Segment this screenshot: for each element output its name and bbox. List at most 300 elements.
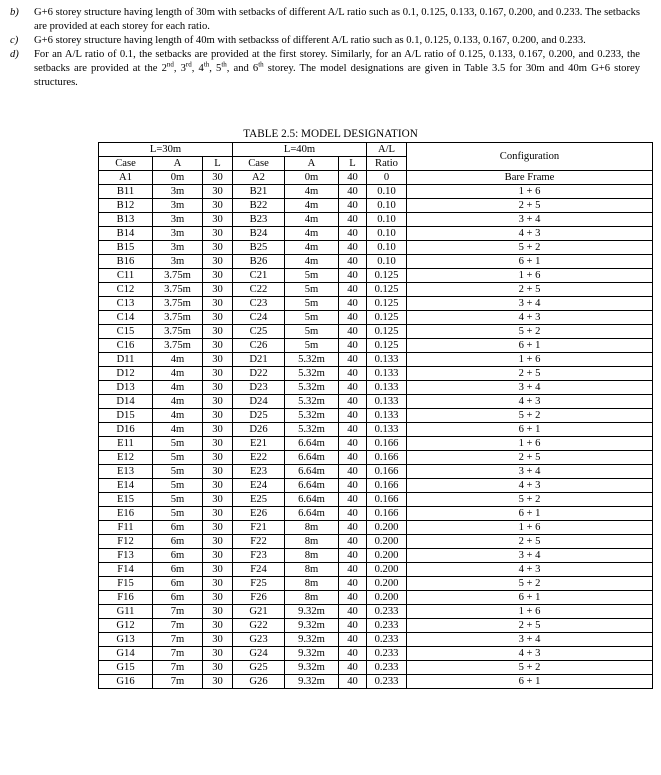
table-row bbox=[99, 171, 653, 185]
cell-configuration: 5 + 2 bbox=[407, 409, 653, 423]
cell-a-30: 6m bbox=[153, 563, 203, 577]
cell-l-30: 30 bbox=[203, 381, 233, 395]
cell-l-30: 30 bbox=[203, 605, 233, 619]
cell-l-40: 40 bbox=[339, 241, 367, 255]
cell-a-30: 3m bbox=[153, 213, 203, 227]
cell-case-30: B13 bbox=[99, 213, 153, 227]
cell-a-40: 5.32m bbox=[285, 409, 339, 423]
cell-a-40: 8m bbox=[285, 549, 339, 563]
cell-a-30: 3.75m bbox=[153, 269, 203, 283]
cell-case-30: B12 bbox=[99, 199, 153, 213]
cell-configuration: 6 + 1 bbox=[407, 339, 653, 353]
cell-a-40: 8m bbox=[285, 563, 339, 577]
table-row bbox=[99, 409, 653, 423]
cell-a-30: 6m bbox=[153, 591, 203, 605]
cell-l-40: 40 bbox=[339, 619, 367, 633]
cell-al-ratio: 0.10 bbox=[367, 255, 407, 269]
model-designation-table bbox=[98, 142, 653, 689]
cell-al-ratio: 0.200 bbox=[367, 591, 407, 605]
cell-case-40: G26 bbox=[233, 675, 285, 689]
cell-a-40: 9.32m bbox=[285, 647, 339, 661]
cell-case-30: G14 bbox=[99, 647, 153, 661]
cell-l-30: 30 bbox=[203, 339, 233, 353]
cell-a-40: 6.64m bbox=[285, 479, 339, 493]
cell-l-30: 30 bbox=[203, 535, 233, 549]
cell-a-30: 3m bbox=[153, 255, 203, 269]
cell-a-30: 3.75m bbox=[153, 283, 203, 297]
cell-l-30: 30 bbox=[203, 199, 233, 213]
cell-al-ratio: 0.133 bbox=[367, 409, 407, 423]
cell-l-40: 40 bbox=[339, 633, 367, 647]
cell-l-40: 40 bbox=[339, 269, 367, 283]
cell-configuration: 1 + 6 bbox=[407, 605, 653, 619]
cell-case-30: G16 bbox=[99, 675, 153, 689]
cell-case-40: G22 bbox=[233, 619, 285, 633]
cell-a-30: 7m bbox=[153, 661, 203, 675]
cell-l-40: 40 bbox=[339, 325, 367, 339]
cell-al-ratio: 0.133 bbox=[367, 353, 407, 367]
cell-case-30: D13 bbox=[99, 381, 153, 395]
cell-configuration: 1 + 6 bbox=[407, 437, 653, 451]
table-row bbox=[99, 381, 653, 395]
cell-case-30: C15 bbox=[99, 325, 153, 339]
intro-item-label: d) bbox=[10, 48, 19, 60]
cell-l-30: 30 bbox=[203, 325, 233, 339]
cell-al-ratio: 0.10 bbox=[367, 227, 407, 241]
cell-l-30: 30 bbox=[203, 563, 233, 577]
cell-l-30: 30 bbox=[203, 409, 233, 423]
intro-item bbox=[10, 48, 640, 90]
cell-a-40: 9.32m bbox=[285, 619, 339, 633]
cell-case-40: B26 bbox=[233, 255, 285, 269]
cell-a-30: 3m bbox=[153, 227, 203, 241]
cell-l-40: 40 bbox=[339, 283, 367, 297]
cell-configuration: 1 + 6 bbox=[407, 269, 653, 283]
cell-l-30: 30 bbox=[203, 423, 233, 437]
table-row bbox=[99, 339, 653, 353]
ordinal-suffix: th bbox=[258, 60, 264, 69]
cell-case-30: D15 bbox=[99, 409, 153, 423]
cell-a-40: 4m bbox=[285, 227, 339, 241]
cell-case-30: D11 bbox=[99, 353, 153, 367]
cell-configuration: 4 + 3 bbox=[407, 395, 653, 409]
cell-a-40: 6.64m bbox=[285, 451, 339, 465]
cell-case-40: D25 bbox=[233, 409, 285, 423]
cell-configuration: 3 + 4 bbox=[407, 297, 653, 311]
cell-a-40: 8m bbox=[285, 591, 339, 605]
cell-al-ratio: 0.200 bbox=[367, 563, 407, 577]
cell-l-30: 30 bbox=[203, 451, 233, 465]
cell-case-40: B22 bbox=[233, 199, 285, 213]
cell-l-40: 40 bbox=[339, 423, 367, 437]
cell-case-40: C22 bbox=[233, 283, 285, 297]
cell-a-40: 4m bbox=[285, 241, 339, 255]
cell-configuration: 5 + 2 bbox=[407, 661, 653, 675]
cell-l-30: 30 bbox=[203, 507, 233, 521]
cell-configuration: 2 + 5 bbox=[407, 283, 653, 297]
cell-a-40: 5.32m bbox=[285, 395, 339, 409]
cell-al-ratio: 0.233 bbox=[367, 647, 407, 661]
table-row bbox=[99, 241, 653, 255]
table-row bbox=[99, 493, 653, 507]
cell-case-40: F24 bbox=[233, 563, 285, 577]
cell-case-30: E15 bbox=[99, 493, 153, 507]
cell-a-30: 7m bbox=[153, 605, 203, 619]
cell-al-ratio: 0.125 bbox=[367, 297, 407, 311]
cell-case-40: E24 bbox=[233, 479, 285, 493]
cell-al-ratio: 0.133 bbox=[367, 367, 407, 381]
table-row bbox=[99, 591, 653, 605]
cell-l-30: 30 bbox=[203, 213, 233, 227]
cell-case-30: G15 bbox=[99, 661, 153, 675]
cell-configuration: 6 + 1 bbox=[407, 423, 653, 437]
cell-a-40: 6.64m bbox=[285, 507, 339, 521]
cell-l-30: 30 bbox=[203, 465, 233, 479]
cell-configuration: 5 + 2 bbox=[407, 241, 653, 255]
table-row bbox=[99, 619, 653, 633]
header-group-40m: L=40m bbox=[233, 143, 367, 157]
intro-item-label: c) bbox=[10, 34, 19, 46]
table-row bbox=[99, 535, 653, 549]
cell-a-30: 3.75m bbox=[153, 339, 203, 353]
cell-l-30: 30 bbox=[203, 311, 233, 325]
cell-a-30: 5m bbox=[153, 465, 203, 479]
cell-a-30: 4m bbox=[153, 353, 203, 367]
table-body bbox=[99, 171, 653, 689]
cell-l-30: 30 bbox=[203, 297, 233, 311]
cell-l-40: 40 bbox=[339, 465, 367, 479]
cell-a-40: 9.32m bbox=[285, 633, 339, 647]
cell-configuration: 5 + 2 bbox=[407, 325, 653, 339]
cell-al-ratio: 0.166 bbox=[367, 479, 407, 493]
table-row bbox=[99, 563, 653, 577]
intro-item-text: , 5 bbox=[209, 62, 222, 74]
table-row bbox=[99, 199, 653, 213]
cell-a-40: 4m bbox=[285, 213, 339, 227]
cell-al-ratio: 0.10 bbox=[367, 185, 407, 199]
header-l-40: L bbox=[339, 157, 367, 171]
table-row bbox=[99, 269, 653, 283]
cell-case-30: C13 bbox=[99, 297, 153, 311]
cell-configuration: 2 + 5 bbox=[407, 199, 653, 213]
cell-a-30: 3.75m bbox=[153, 297, 203, 311]
cell-l-30: 30 bbox=[203, 185, 233, 199]
cell-configuration: 1 + 6 bbox=[407, 353, 653, 367]
table-row bbox=[99, 395, 653, 409]
cell-configuration: 6 + 1 bbox=[407, 255, 653, 269]
cell-al-ratio: 0.200 bbox=[367, 535, 407, 549]
cell-a-40: 5.32m bbox=[285, 423, 339, 437]
cell-a-30: 3.75m bbox=[153, 325, 203, 339]
cell-a-40: 5m bbox=[285, 297, 339, 311]
cell-case-30: C11 bbox=[99, 269, 153, 283]
header-row-groups bbox=[99, 143, 653, 157]
cell-a-40: 6.64m bbox=[285, 493, 339, 507]
cell-case-40: E25 bbox=[233, 493, 285, 507]
intro-item-text: , 4 bbox=[191, 62, 204, 74]
cell-a-40: 5m bbox=[285, 339, 339, 353]
cell-case-30: F14 bbox=[99, 563, 153, 577]
cell-configuration: 2 + 5 bbox=[407, 451, 653, 465]
cell-l-40: 40 bbox=[339, 647, 367, 661]
cell-case-30: F12 bbox=[99, 535, 153, 549]
table-row bbox=[99, 507, 653, 521]
cell-al-ratio: 0.125 bbox=[367, 283, 407, 297]
table-row bbox=[99, 437, 653, 451]
cell-l-40: 40 bbox=[339, 563, 367, 577]
cell-l-30: 30 bbox=[203, 171, 233, 185]
cell-l-30: 30 bbox=[203, 367, 233, 381]
cell-al-ratio: 0.133 bbox=[367, 395, 407, 409]
cell-case-40: F26 bbox=[233, 591, 285, 605]
table-caption: TABLE 2.5: MODEL DESIGNATION bbox=[243, 128, 418, 140]
cell-a-30: 5m bbox=[153, 493, 203, 507]
cell-configuration: 6 + 1 bbox=[407, 591, 653, 605]
cell-a-30: 0m bbox=[153, 171, 203, 185]
cell-case-40: C25 bbox=[233, 325, 285, 339]
ordinal-suffix: th bbox=[203, 60, 210, 69]
cell-l-30: 30 bbox=[203, 521, 233, 535]
cell-l-40: 40 bbox=[339, 591, 367, 605]
cell-configuration: 2 + 5 bbox=[407, 619, 653, 633]
cell-al-ratio: 0.125 bbox=[367, 325, 407, 339]
cell-l-40: 40 bbox=[339, 577, 367, 591]
cell-a-40: 6.64m bbox=[285, 465, 339, 479]
header-configuration: Configuration bbox=[407, 143, 653, 171]
table-row bbox=[99, 325, 653, 339]
cell-case-40: A2 bbox=[233, 171, 285, 185]
cell-a-30: 3m bbox=[153, 199, 203, 213]
cell-a-40: 4m bbox=[285, 199, 339, 213]
cell-case-40: G21 bbox=[233, 605, 285, 619]
cell-case-40: G23 bbox=[233, 633, 285, 647]
cell-a-30: 4m bbox=[153, 367, 203, 381]
cell-a-40: 9.32m bbox=[285, 661, 339, 675]
cell-case-30: C14 bbox=[99, 311, 153, 325]
cell-case-40: B23 bbox=[233, 213, 285, 227]
cell-a-30: 4m bbox=[153, 395, 203, 409]
cell-case-30: E13 bbox=[99, 465, 153, 479]
cell-l-30: 30 bbox=[203, 395, 233, 409]
cell-l-30: 30 bbox=[203, 549, 233, 563]
table-row bbox=[99, 465, 653, 479]
cell-l-30: 30 bbox=[203, 633, 233, 647]
cell-case-40: D22 bbox=[233, 367, 285, 381]
cell-al-ratio: 0.166 bbox=[367, 493, 407, 507]
intro-list bbox=[10, 6, 640, 90]
cell-a-30: 3m bbox=[153, 185, 203, 199]
cell-configuration: 4 + 3 bbox=[407, 227, 653, 241]
cell-case-40: F23 bbox=[233, 549, 285, 563]
cell-al-ratio: 0.133 bbox=[367, 381, 407, 395]
cell-al-ratio: 0.125 bbox=[367, 311, 407, 325]
header-ratio: Ratio bbox=[367, 157, 407, 171]
cell-case-30: C16 bbox=[99, 339, 153, 353]
cell-case-30: E11 bbox=[99, 437, 153, 451]
cell-al-ratio: 0.166 bbox=[367, 507, 407, 521]
cell-a-30: 4m bbox=[153, 381, 203, 395]
cell-configuration: 4 + 3 bbox=[407, 647, 653, 661]
cell-l-40: 40 bbox=[339, 185, 367, 199]
cell-case-30: G11 bbox=[99, 605, 153, 619]
cell-al-ratio: 0.166 bbox=[367, 437, 407, 451]
cell-configuration: 4 + 3 bbox=[407, 311, 653, 325]
cell-configuration: 6 + 1 bbox=[407, 675, 653, 689]
cell-configuration: 3 + 4 bbox=[407, 465, 653, 479]
cell-l-40: 40 bbox=[339, 451, 367, 465]
cell-l-30: 30 bbox=[203, 479, 233, 493]
cell-case-40: C21 bbox=[233, 269, 285, 283]
cell-case-30: B11 bbox=[99, 185, 153, 199]
cell-configuration: 6 + 1 bbox=[407, 507, 653, 521]
cell-case-40: E23 bbox=[233, 465, 285, 479]
cell-case-40: B25 bbox=[233, 241, 285, 255]
table-row bbox=[99, 451, 653, 465]
cell-a-30: 7m bbox=[153, 633, 203, 647]
cell-l-40: 40 bbox=[339, 507, 367, 521]
cell-al-ratio: 0.233 bbox=[367, 675, 407, 689]
table-row bbox=[99, 633, 653, 647]
table-row bbox=[99, 283, 653, 297]
cell-l-40: 40 bbox=[339, 381, 367, 395]
cell-al-ratio: 0.200 bbox=[367, 521, 407, 535]
table-row bbox=[99, 521, 653, 535]
cell-al-ratio: 0.233 bbox=[367, 633, 407, 647]
cell-al-ratio: 0.233 bbox=[367, 605, 407, 619]
table-row bbox=[99, 423, 653, 437]
cell-a-30: 7m bbox=[153, 647, 203, 661]
ordinal-suffix: nd bbox=[166, 60, 174, 69]
intro-item bbox=[10, 34, 640, 48]
table-row bbox=[99, 185, 653, 199]
cell-l-40: 40 bbox=[339, 605, 367, 619]
table-row bbox=[99, 549, 653, 563]
cell-l-40: 40 bbox=[339, 199, 367, 213]
cell-al-ratio: 0 bbox=[367, 171, 407, 185]
cell-a-40: 8m bbox=[285, 535, 339, 549]
cell-case-30: D16 bbox=[99, 423, 153, 437]
intro-item-text: G+6 storey structure having length of 40m with setbackss of different A/L ratio such as 0.1, 0.125, 0.133, 0.167, 0.200, and 0.233. bbox=[34, 34, 586, 46]
cell-al-ratio: 0.125 bbox=[367, 269, 407, 283]
cell-al-ratio: 0.10 bbox=[367, 199, 407, 213]
cell-l-40: 40 bbox=[339, 479, 367, 493]
cell-a-30: 5m bbox=[153, 479, 203, 493]
cell-case-30: B15 bbox=[99, 241, 153, 255]
cell-l-30: 30 bbox=[203, 591, 233, 605]
cell-configuration: 1 + 6 bbox=[407, 185, 653, 199]
cell-a-40: 9.32m bbox=[285, 675, 339, 689]
cell-case-30: E14 bbox=[99, 479, 153, 493]
cell-case-30: G12 bbox=[99, 619, 153, 633]
cell-case-40: D21 bbox=[233, 353, 285, 367]
cell-case-40: F22 bbox=[233, 535, 285, 549]
cell-case-30: D14 bbox=[99, 395, 153, 409]
cell-a-30: 6m bbox=[153, 535, 203, 549]
cell-l-30: 30 bbox=[203, 283, 233, 297]
cell-case-40: F21 bbox=[233, 521, 285, 535]
cell-case-30: F11 bbox=[99, 521, 153, 535]
intro-item-text: G+6 storey structure having length of 30m with setbacks of different A/L ratio such as 0.1, 0.125, 0.133, 0.167, 0.200, and 0.233. The setbacks are provided at each storey for each ratio. bbox=[34, 7, 640, 32]
cell-a-30: 3m bbox=[153, 241, 203, 255]
cell-case-40: C24 bbox=[233, 311, 285, 325]
cell-al-ratio: 0.200 bbox=[367, 577, 407, 591]
cell-l-30: 30 bbox=[203, 647, 233, 661]
cell-a-40: 5.32m bbox=[285, 381, 339, 395]
cell-l-30: 30 bbox=[203, 493, 233, 507]
cell-case-40: B24 bbox=[233, 227, 285, 241]
intro-item-label: b) bbox=[10, 7, 19, 18]
cell-l-40: 40 bbox=[339, 395, 367, 409]
cell-case-30: A1 bbox=[99, 171, 153, 185]
header-case-30: Case bbox=[99, 157, 153, 171]
header-l-30: L bbox=[203, 157, 233, 171]
cell-configuration: 2 + 5 bbox=[407, 535, 653, 549]
cell-a-40: 5.32m bbox=[285, 367, 339, 381]
cell-a-40: 5m bbox=[285, 283, 339, 297]
cell-configuration: 3 + 4 bbox=[407, 633, 653, 647]
cell-l-40: 40 bbox=[339, 535, 367, 549]
cell-l-40: 40 bbox=[339, 213, 367, 227]
cell-l-40: 40 bbox=[339, 437, 367, 451]
table-row bbox=[99, 353, 653, 367]
cell-al-ratio: 0.233 bbox=[367, 619, 407, 633]
table-row bbox=[99, 255, 653, 269]
cell-case-40: D23 bbox=[233, 381, 285, 395]
table-row bbox=[99, 367, 653, 381]
cell-al-ratio: 0.233 bbox=[367, 661, 407, 675]
cell-a-40: 5.32m bbox=[285, 353, 339, 367]
table-row bbox=[99, 577, 653, 591]
cell-al-ratio: 0.125 bbox=[367, 339, 407, 353]
cell-l-40: 40 bbox=[339, 661, 367, 675]
intro-item-text: , and 6 bbox=[226, 62, 259, 74]
cell-case-30: E16 bbox=[99, 507, 153, 521]
cell-a-40: 4m bbox=[285, 255, 339, 269]
cell-a-40: 6.64m bbox=[285, 437, 339, 451]
table-row bbox=[99, 661, 653, 675]
cell-a-40: 8m bbox=[285, 577, 339, 591]
cell-case-30: B14 bbox=[99, 227, 153, 241]
cell-l-40: 40 bbox=[339, 339, 367, 353]
cell-a-30: 4m bbox=[153, 423, 203, 437]
header-a-40: A bbox=[285, 157, 339, 171]
ordinal-suffix: th bbox=[221, 60, 227, 69]
cell-l-30: 30 bbox=[203, 241, 233, 255]
cell-l-30: 30 bbox=[203, 269, 233, 283]
cell-l-40: 40 bbox=[339, 521, 367, 535]
cell-case-40: B21 bbox=[233, 185, 285, 199]
intro-item-text: For an A/L ratio of 0.1, the setbacks are provided at the first storey. Similarly, for an A/L ratio of 0.125, 0.133, 0.167, 0.200, and 0.233, the setbacks are provided at the 2 bbox=[34, 48, 640, 74]
table-row bbox=[99, 647, 653, 661]
cell-configuration: 2 + 5 bbox=[407, 367, 653, 381]
cell-configuration: 1 + 6 bbox=[407, 521, 653, 535]
cell-al-ratio: 0.166 bbox=[367, 451, 407, 465]
cell-l-30: 30 bbox=[203, 661, 233, 675]
cell-case-30: C12 bbox=[99, 283, 153, 297]
cell-case-40: F25 bbox=[233, 577, 285, 591]
cell-l-40: 40 bbox=[339, 297, 367, 311]
cell-case-30: B16 bbox=[99, 255, 153, 269]
cell-al-ratio: 0.10 bbox=[367, 241, 407, 255]
table-row bbox=[99, 213, 653, 227]
cell-l-40: 40 bbox=[339, 409, 367, 423]
cell-case-40: E22 bbox=[233, 451, 285, 465]
intro-item-text: storey. The model designations are given in Table 3.5 for 30m and 40m G+6 storey structures. bbox=[34, 62, 641, 88]
cell-configuration: 5 + 2 bbox=[407, 493, 653, 507]
cell-configuration: Bare Frame bbox=[407, 171, 653, 185]
cell-case-40: C23 bbox=[233, 297, 285, 311]
cell-a-40: 8m bbox=[285, 521, 339, 535]
